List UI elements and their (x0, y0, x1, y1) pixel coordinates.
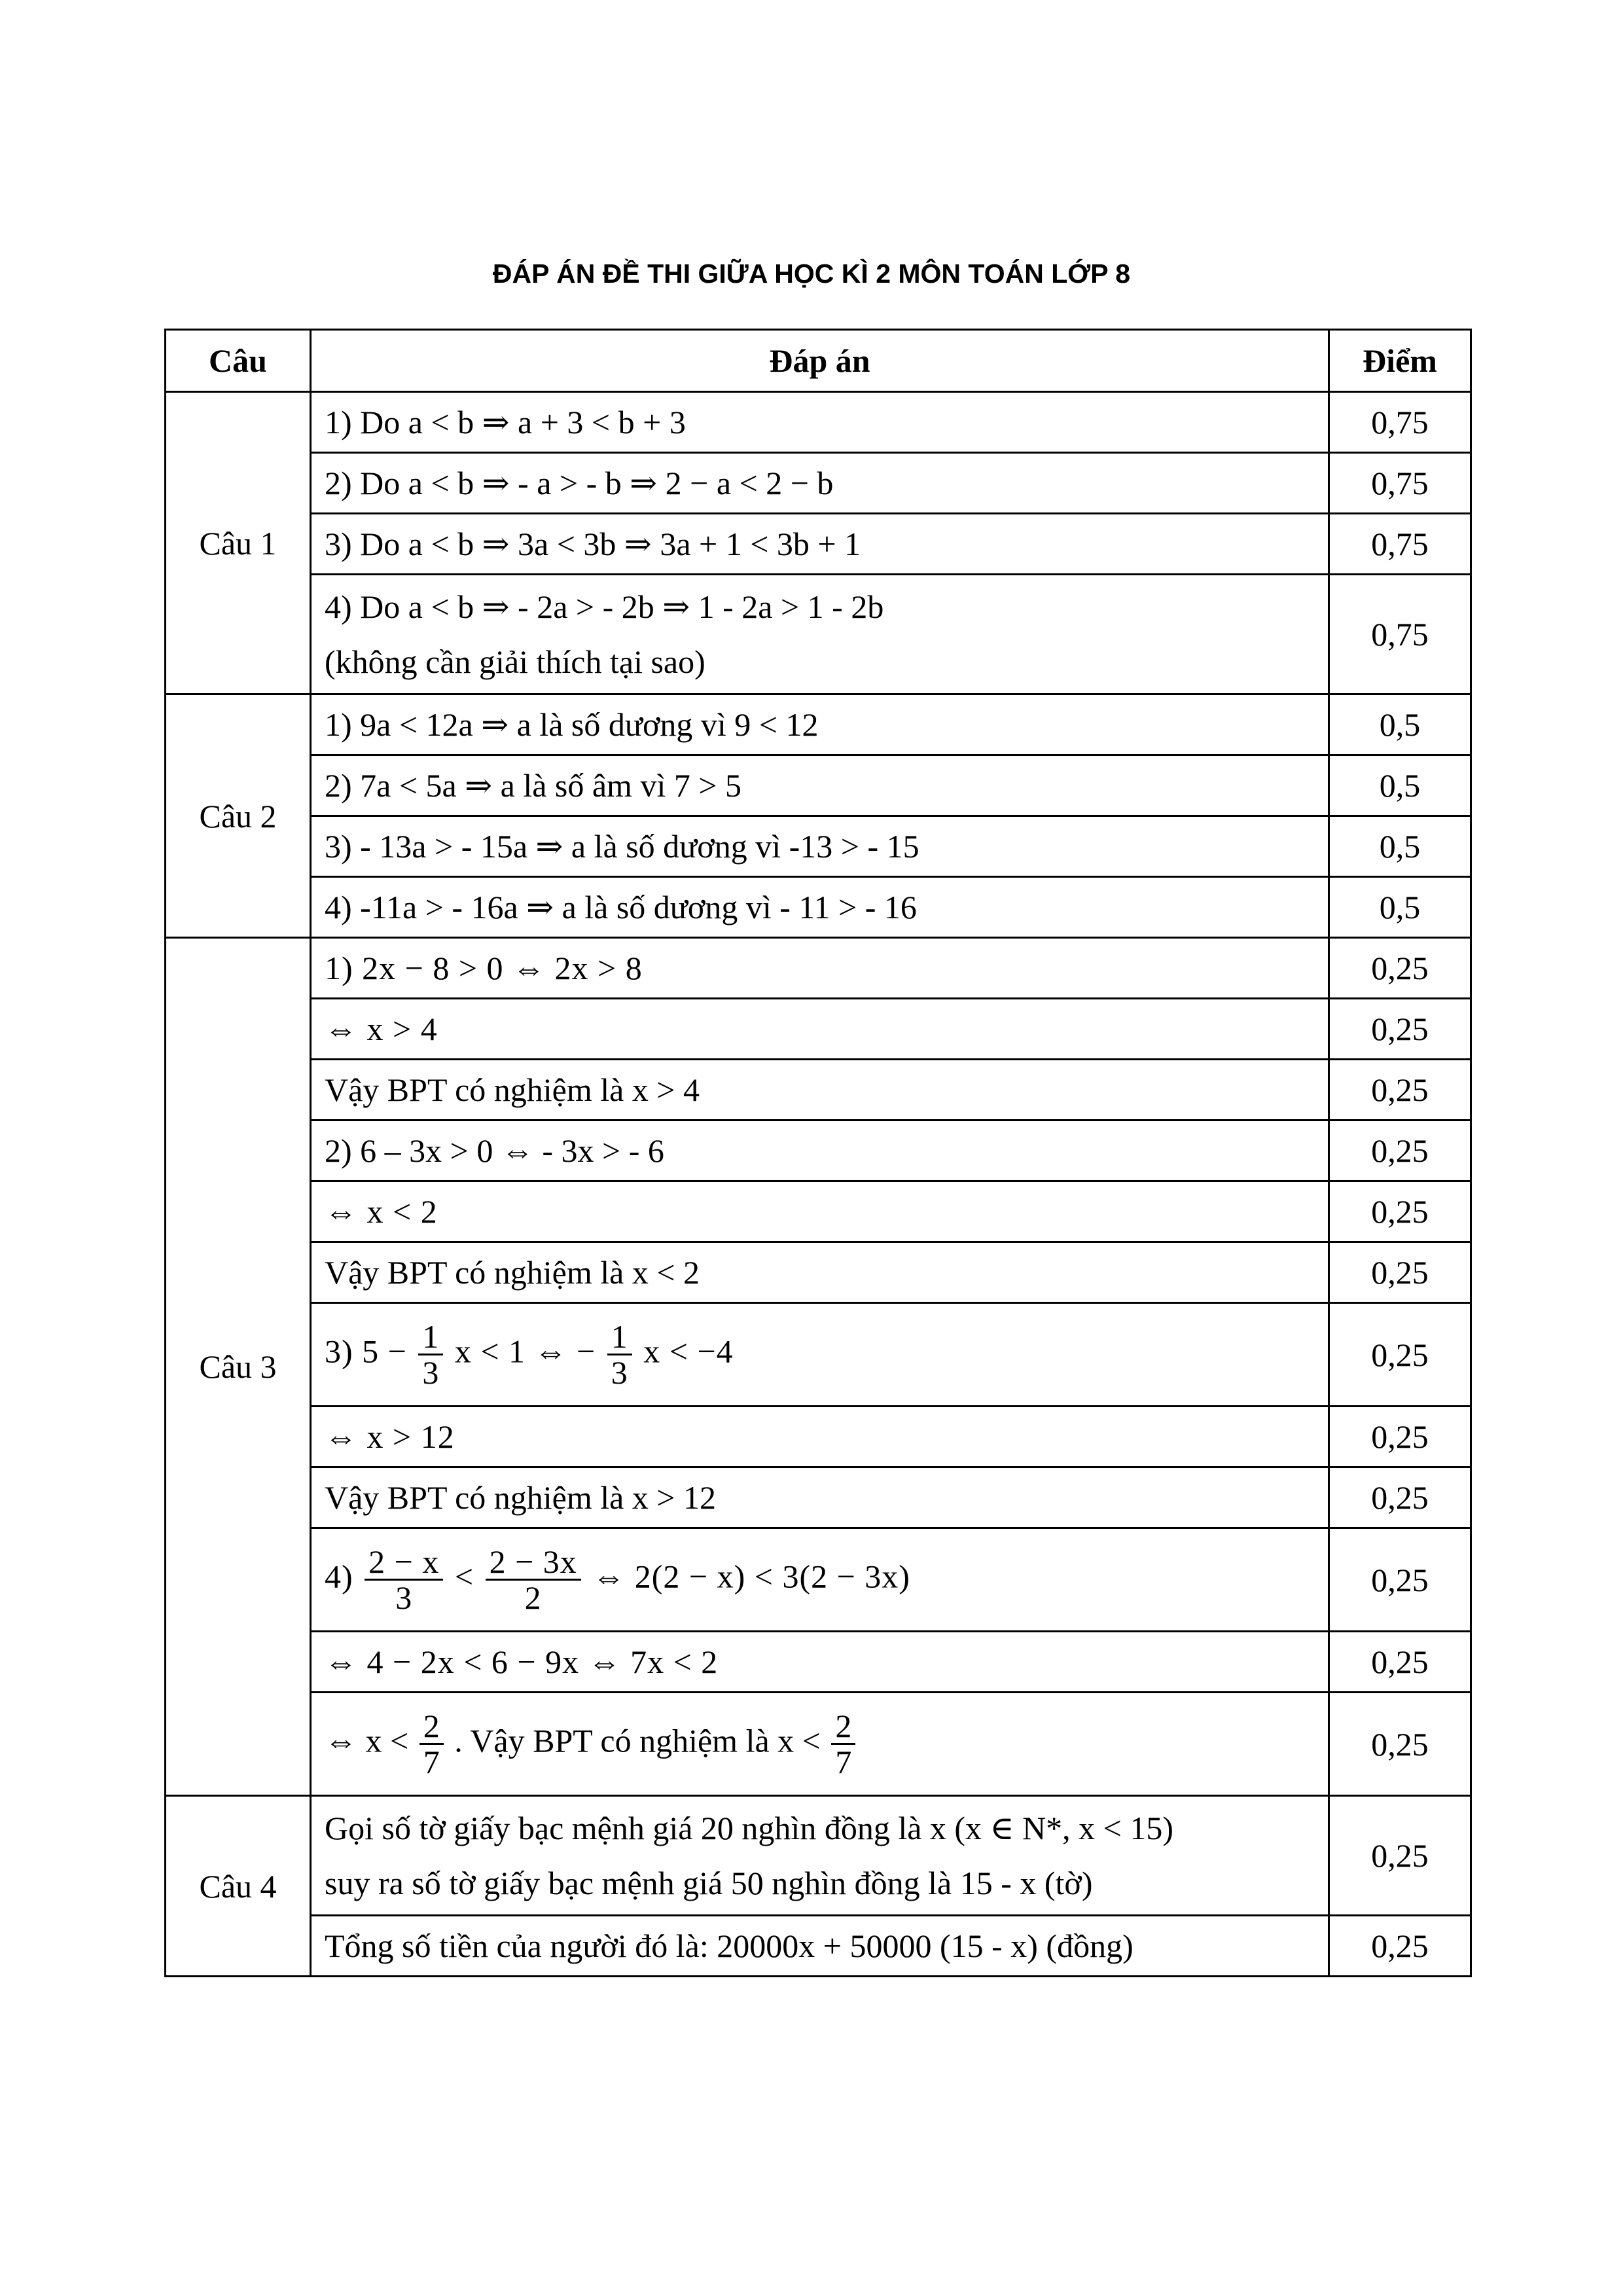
math-text: 4) (325, 1557, 353, 1594)
table-row (166, 1916, 1471, 1977)
answer-cell: ⇔ 4 − 2x < 6 − 9x ⇔ 7x < 2 (311, 1632, 1329, 1693)
answer-cell: 2) Do a < b ⇒ - a > - b ⇒ 2 − a < 2 − b (311, 453, 1329, 514)
points-cell: 0,25 (1329, 999, 1471, 1060)
table-row (166, 1693, 1471, 1796)
question-label-3: Câu 3 (166, 938, 311, 1796)
points-cell: 0,25 (1329, 1693, 1471, 1796)
fraction-numerator: 2 − 3x (486, 1545, 581, 1581)
answer-cell: ⇔ x > 4 (311, 999, 1329, 1060)
answer-cell: 1) Do a < b ⇒ a + 3 < b + 3 (311, 392, 1329, 453)
table-row (166, 1467, 1471, 1528)
math-text: . Vậy BPT có nghiệm là x < (454, 1721, 821, 1759)
points-cell: 0,25 (1329, 1467, 1471, 1528)
points-cell: 0,5 (1329, 816, 1471, 877)
fraction (831, 1709, 855, 1780)
header-points: Điểm (1329, 330, 1471, 392)
points-cell: 0,25 (1329, 1181, 1471, 1242)
answer-cell: 4) -11a > - 16a ⇒ a là số dương vì - 11 > - 16 (311, 877, 1329, 938)
table-row (166, 1242, 1471, 1303)
answer-cell: Vậy BPT có nghiệm là x > 4 (311, 1060, 1329, 1121)
table-row (166, 392, 1471, 453)
math-text: ⇔ x < (325, 1721, 409, 1759)
page-title: ĐÁP ÁN ĐỀ THI GIỮA HỌC KÌ 2 MÔN TOÁN LỚP 8 (492, 259, 1131, 289)
points-cell: 0,25 (1329, 1916, 1471, 1977)
table-row (166, 694, 1471, 755)
points-cell: 0,25 (1329, 1121, 1471, 1181)
table-row (166, 877, 1471, 938)
points-cell: 0,5 (1329, 694, 1471, 755)
answer-line: suy ra số tờ giấy bạc mệnh giá 50 nghìn đồng là 15 - x (tờ) (325, 1865, 1093, 1901)
header-answer: Đáp án (311, 330, 1329, 392)
fraction-numerator: 1 (607, 1319, 632, 1356)
answer-cell: 3) Do a < b ⇒ 3a < 3b ⇒ 3a + 1 < 3b + 1 (311, 514, 1329, 575)
table-row (166, 575, 1471, 694)
points-cell: 0,75 (1329, 514, 1471, 575)
table-row (166, 938, 1471, 999)
table-row (166, 1796, 1471, 1916)
math-text: ⇔ 2(2 − x) < 3(2 − 3x) (592, 1557, 910, 1594)
fraction (418, 1319, 443, 1390)
table-row (166, 755, 1471, 816)
points-cell: 0,75 (1329, 392, 1471, 453)
points-cell: 0,75 (1329, 575, 1471, 694)
fraction (486, 1545, 581, 1615)
answer-cell: Tổng số tiền của người đó là: 20000x + 50000 (15 - x) (đồng) (311, 1916, 1329, 1977)
points-cell: 0,25 (1329, 1242, 1471, 1303)
table-row (166, 1121, 1471, 1181)
table-row (166, 1303, 1471, 1407)
table-row (166, 453, 1471, 514)
answer-cell: 1) 9a < 12a ⇒ a là số dương vì 9 < 12 (311, 694, 1329, 755)
math-text: x < −4 (643, 1332, 734, 1369)
fraction-denominator: 3 (395, 1579, 413, 1616)
table-header-row (166, 330, 1471, 392)
fraction (365, 1545, 443, 1615)
points-cell: 0,5 (1329, 877, 1471, 938)
fraction-denominator: 3 (422, 1354, 440, 1391)
answer-cell: ⇔ x < 2 (311, 1181, 1329, 1242)
answer-cell (311, 1303, 1329, 1407)
table-row (166, 1528, 1471, 1632)
fraction-denominator: 2 (524, 1579, 542, 1616)
points-cell: 0,25 (1329, 1303, 1471, 1407)
points-cell: 0,25 (1329, 1796, 1471, 1916)
table-row (166, 514, 1471, 575)
table-row (166, 1407, 1471, 1467)
math-text: 3) 5 − (325, 1332, 407, 1369)
header-question: Câu (166, 330, 311, 392)
fraction-numerator: 2 (831, 1709, 855, 1746)
answer-cell (311, 1528, 1329, 1632)
answer-cell: 2) 6 – 3x > 0 ⇔ - 3x > - 6 (311, 1121, 1329, 1181)
fraction (419, 1709, 444, 1780)
fraction-denominator: 3 (611, 1354, 628, 1391)
points-cell: 0,25 (1329, 1407, 1471, 1467)
answer-cell: 1) 2x − 8 > 0 ⇔ 2x > 8 (311, 938, 1329, 999)
answer-cell: ⇔ x > 12 (311, 1407, 1329, 1467)
fraction-denominator: 7 (423, 1744, 440, 1780)
points-cell: 0,25 (1329, 938, 1471, 999)
answer-cell (311, 1693, 1329, 1796)
answer-cell: Vậy BPT có nghiệm là x > 12 (311, 1467, 1329, 1528)
answer-cell: 2) 7a < 5a ⇒ a là số âm vì 7 > 5 (311, 755, 1329, 816)
fraction (607, 1319, 632, 1390)
points-cell: 0,75 (1329, 453, 1471, 514)
answer-cell: 3) - 13a > - 15a ⇒ a là số dương vì -13 > - 15 (311, 816, 1329, 877)
question-label-2: Câu 2 (166, 694, 311, 938)
answer-line: Gọi số tờ giấy bạc mệnh giá 20 nghìn đồng là x (x ∈ N*, x < 15) (325, 1810, 1174, 1846)
table-row (166, 1181, 1471, 1242)
question-label-4: Câu 4 (166, 1796, 311, 1977)
points-cell: 0,5 (1329, 755, 1471, 816)
fraction-numerator: 1 (418, 1319, 443, 1356)
points-cell: 0,25 (1329, 1632, 1471, 1693)
question-label-1: Câu 1 (166, 392, 311, 694)
answer-note: (không cần giải thích tại sao) (325, 643, 705, 680)
answer-table (164, 329, 1472, 1977)
answer-cell (311, 1796, 1329, 1916)
points-cell: 0,25 (1329, 1060, 1471, 1121)
points-cell: 0,25 (1329, 1528, 1471, 1632)
table-row (166, 1632, 1471, 1693)
math-text: x < 1 ⇔ − (454, 1332, 596, 1369)
table-row (166, 816, 1471, 877)
fraction-denominator: 7 (835, 1744, 852, 1780)
fraction-numerator: 2 − x (365, 1545, 443, 1581)
fraction-numerator: 2 (419, 1709, 444, 1746)
answer-cell (311, 575, 1329, 694)
table-row (166, 999, 1471, 1060)
answer-cell: Vậy BPT có nghiệm là x < 2 (311, 1242, 1329, 1303)
table-row (166, 1060, 1471, 1121)
math-text: < (454, 1557, 474, 1594)
answer-line: 4) Do a < b ⇒ - 2a > - 2b ⇒ 1 - 2a > 1 - 2b (325, 588, 884, 625)
